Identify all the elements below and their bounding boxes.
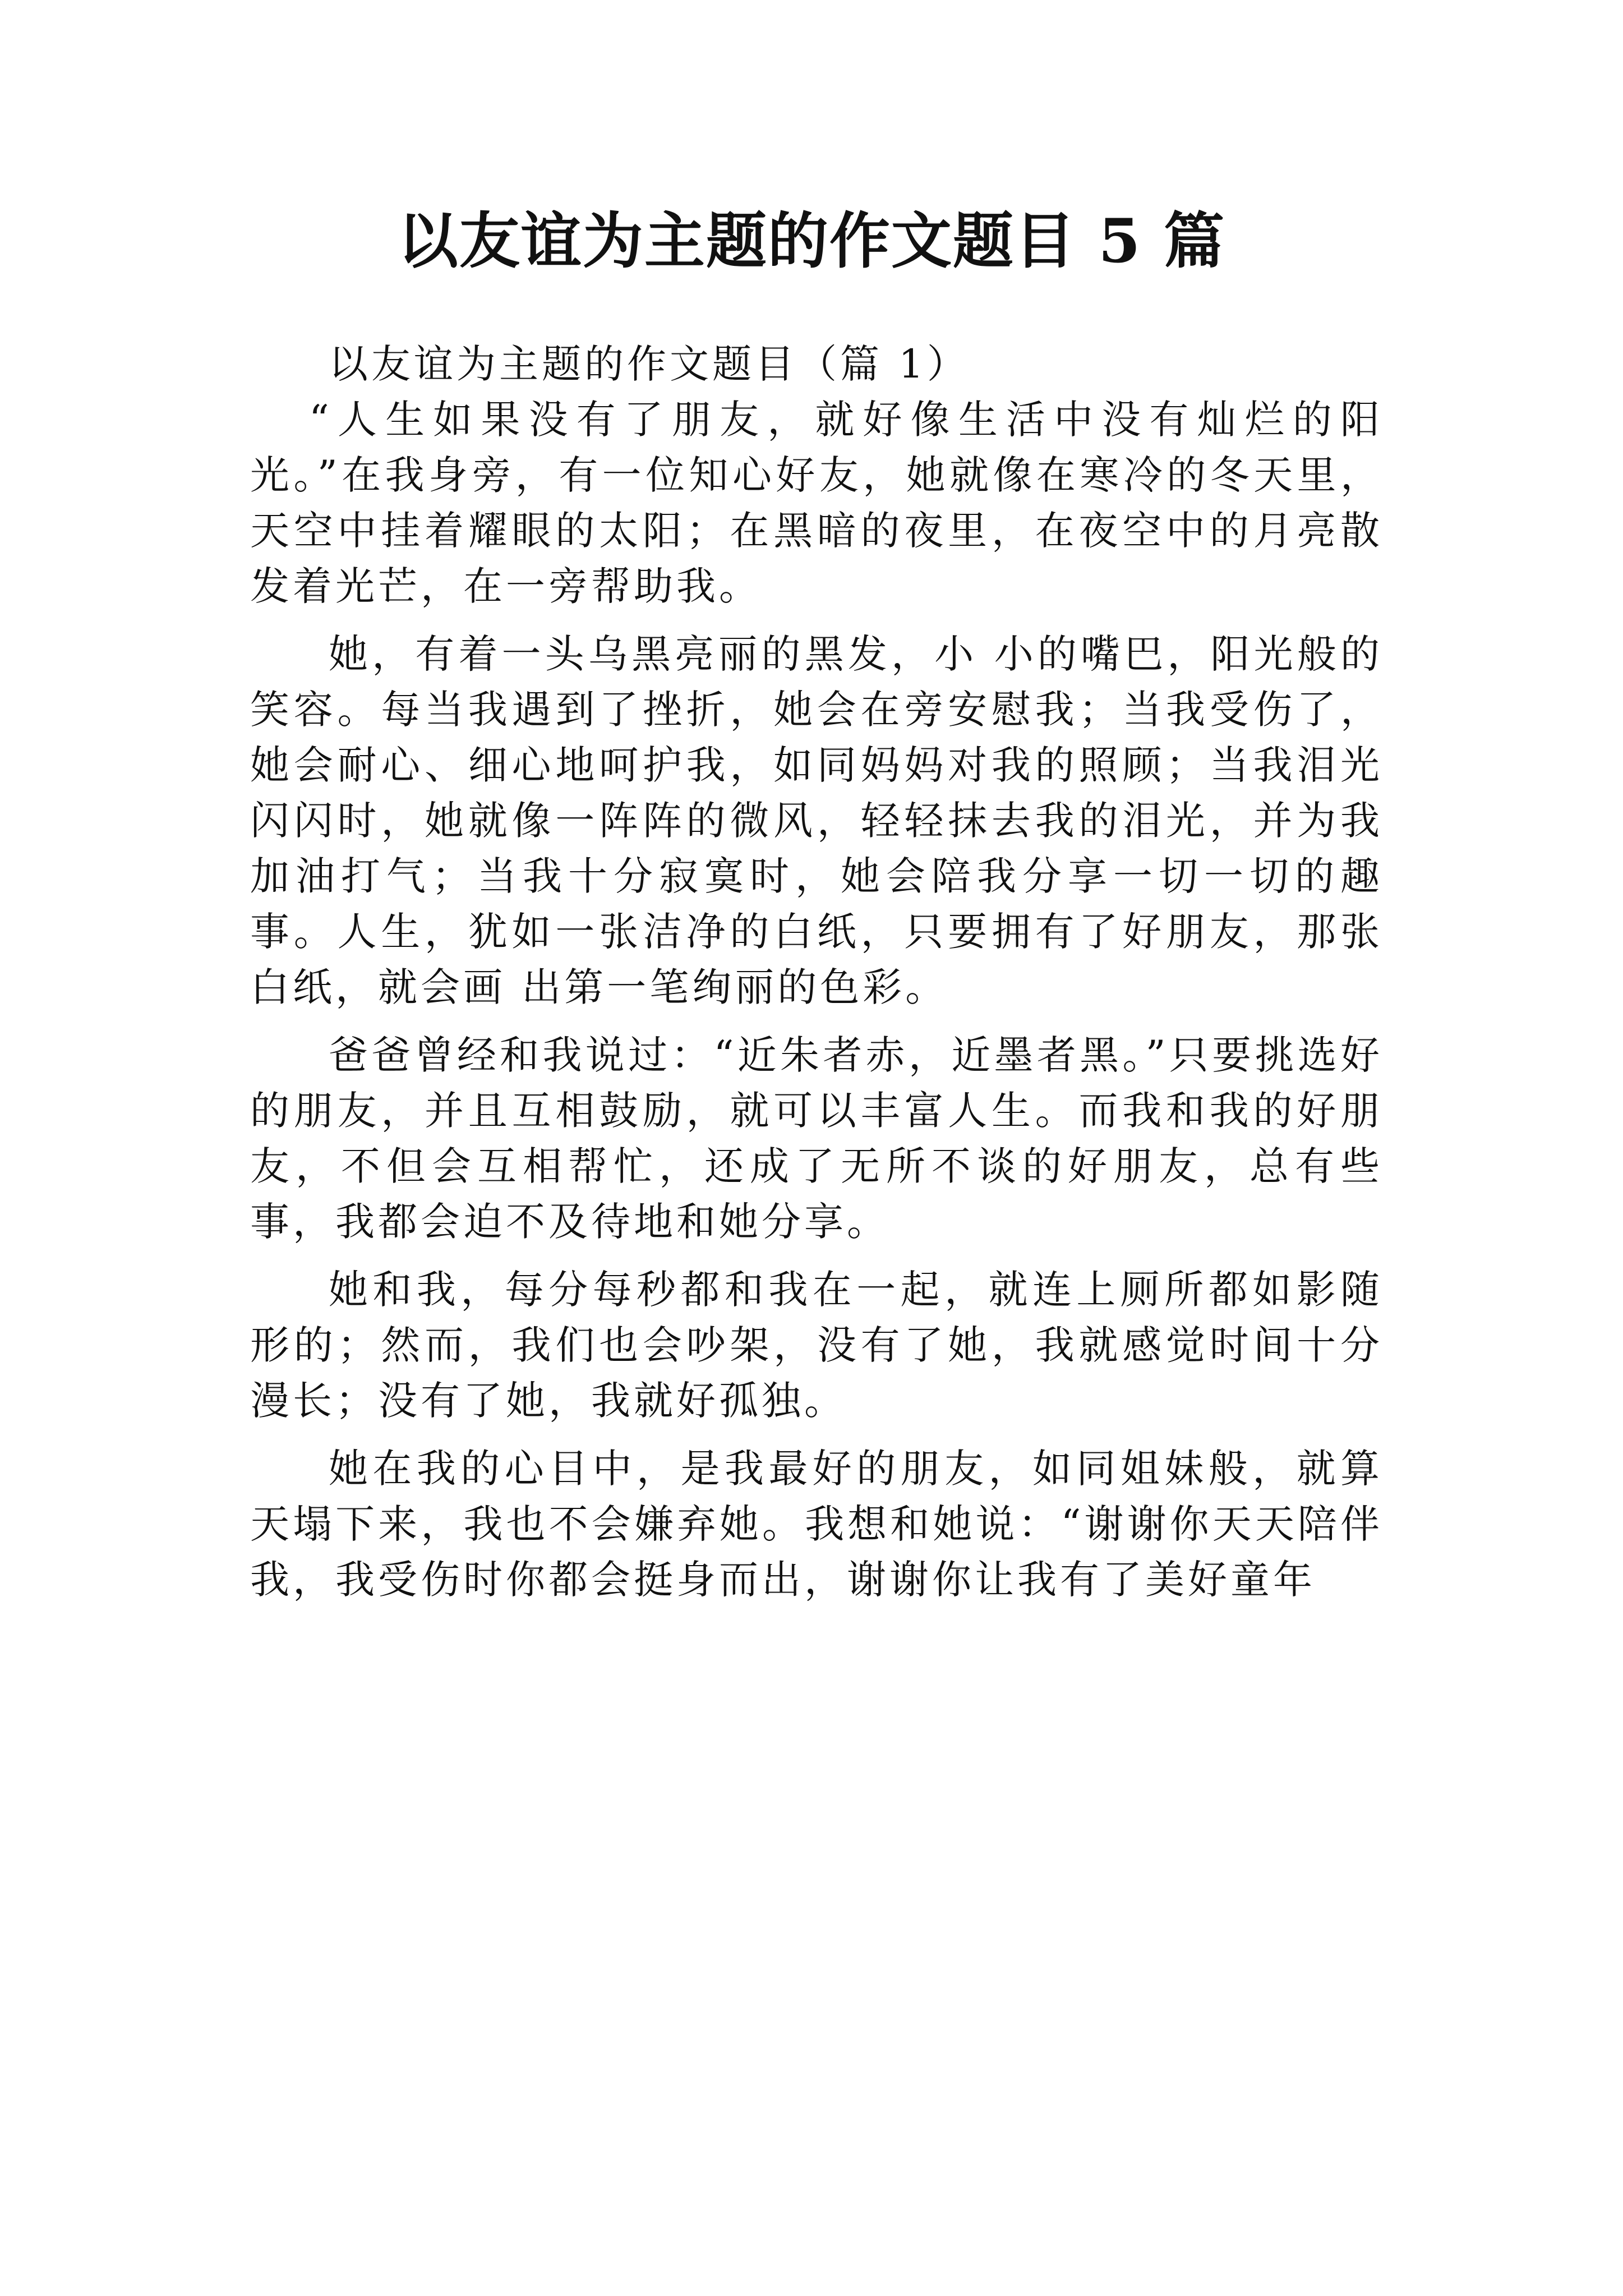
paragraph: 爸爸曾经和我说过：“近朱者赤，近墨者黑。”只要挑选好的朋友，并且互相鼓励，就可以丰富人生。而我和我的好朋友，不但会互相帮忙，还成了无所不谈的好朋友，总有些事，我都会迫不及待地和她分享。 (250, 1032, 1383, 1245)
document-title: 以友谊为主题的作文题目 5 篇 (397, 206, 1226, 277)
document-body (250, 337, 1383, 1608)
section-heading: 以友谊为主题的作文题目（篇 1） (329, 341, 970, 387)
paragraph: “人生如果没有了朋友，就好像生活中没有灿烂的阳光。”在我身旁，有一位知心好友，她就像在寒冷的冬天里，天空中挂着耀眼的太阳；在黑暗的夜里，在夜空中的月亮散发着光芒，在一旁帮助我。 (250, 397, 1383, 609)
paragraph: 她，有着一头乌黑亮丽的黑发，小 小的嘴巴，阳光般的笑容。每当我遇到了挫折，她会在旁安慰我；当我受伤了，她会耐心、细心地呵护我，如同妈妈对我的照顾；当我泪光闪闪时，她就像一阵阵的微风，轻轻抹去我的泪光，并为我加油打气；当我十分寂寞时，她会陪我分享一切一切的趣事。人生，犹如一张洁净的白纸，只要拥有了好朋友，那张白纸，就会画 出第一笔绚丽的色彩。 (250, 631, 1383, 1010)
paragraph: 她和我，每分每秒都和我在一起，就连上厕所都如影随形的；然而，我们也会吵架，没有了她，我就感觉时间十分漫长；没有了她，我就好孤独。 (250, 1267, 1383, 1424)
paragraph: 她在我的心目中，是我最好的朋友，如同姐妹般，就算天塌下来，我也不会嫌弃她。我想和她说：“谢谢你天天陪伴我，我受伤时你都会挺身而出，谢谢你让我有了美好童年 (250, 1446, 1383, 1603)
